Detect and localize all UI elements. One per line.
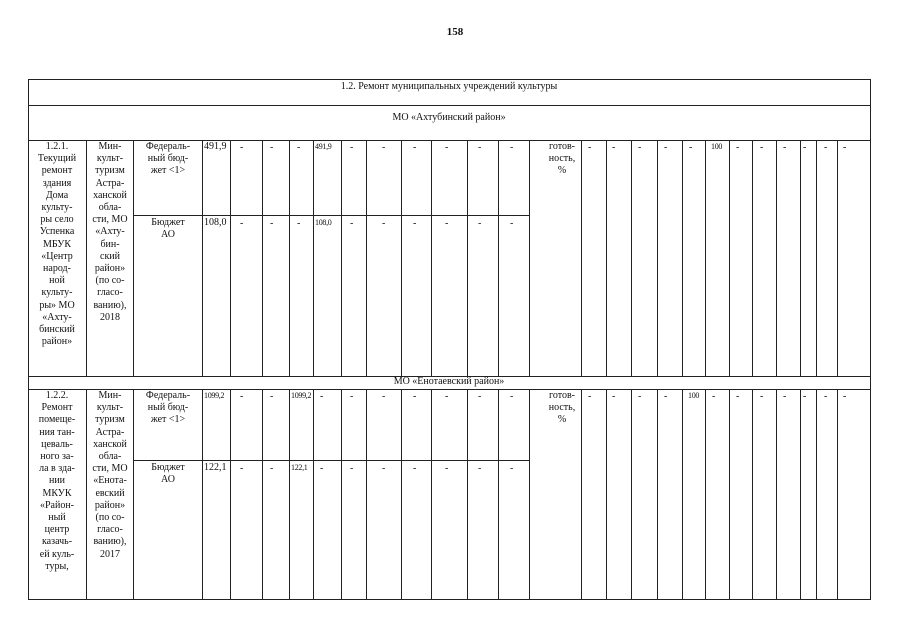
table-rule (202, 140, 203, 376)
empty-value-dash: - (783, 142, 787, 153)
table-rule (467, 389, 468, 599)
table-top-border (28, 79, 870, 80)
empty-value-dash: - (297, 142, 301, 153)
table-rule (800, 389, 801, 599)
table-rule (631, 140, 632, 376)
measure-name: ры село (40, 214, 74, 226)
table-rule (341, 140, 342, 376)
funding-source: АО (161, 474, 175, 486)
table-rule (606, 389, 607, 599)
empty-value-dash: - (478, 218, 482, 229)
table-rule (529, 140, 530, 376)
funding-year-value: 122,1 (291, 463, 308, 472)
empty-value-dash: - (478, 391, 482, 402)
empty-value-dash: - (382, 142, 386, 153)
table-rule (498, 389, 499, 599)
table-rule (776, 389, 777, 599)
funding-source: Федераль- (145, 390, 191, 401)
table-rule (581, 140, 582, 376)
empty-value-dash: - (413, 391, 417, 402)
table-rule (467, 140, 468, 376)
district-title: МО «Ахтубинский район» (392, 112, 506, 123)
table-rule (230, 389, 231, 599)
table-rule (366, 140, 367, 376)
executor: обла- (98, 202, 122, 213)
empty-value-dash: - (350, 142, 354, 153)
table-rule (230, 140, 231, 376)
measure-name: район» (41, 336, 73, 348)
empty-value-dash: - (320, 463, 324, 474)
measure-name: ла в зда- (39, 463, 75, 475)
table-rule (729, 140, 730, 376)
measure-name: культу- (41, 287, 73, 299)
table-rule (682, 140, 683, 376)
empty-value-dash: - (382, 391, 386, 402)
empty-value-dash: - (612, 142, 616, 153)
empty-value-dash: - (445, 218, 449, 229)
measure-name: 1.2.1. (45, 141, 69, 152)
measure-name: ры» МО (39, 299, 75, 311)
table-rule (606, 140, 607, 376)
measure-name: центр (44, 524, 70, 536)
empty-value-dash: - (510, 391, 514, 402)
empty-value-dash: - (760, 391, 764, 402)
table-rule (657, 389, 658, 599)
table-rule (431, 140, 432, 376)
executor: ханской (93, 438, 127, 450)
empty-value-dash: - (510, 463, 514, 474)
table-rule (289, 140, 290, 376)
table-right-border (870, 79, 871, 600)
funding-source: Бюджет (151, 462, 185, 473)
empty-value-dash: - (270, 463, 274, 474)
empty-value-dash: - (760, 142, 764, 153)
empty-value-dash: - (270, 218, 274, 229)
measure-name: культу- (41, 202, 73, 213)
empty-value-dash: - (588, 391, 592, 402)
empty-value-dash: - (445, 463, 449, 474)
table-rule (313, 140, 314, 376)
empty-value-dash: - (664, 391, 668, 402)
empty-value-dash: - (240, 463, 244, 474)
executor: Астра- (95, 177, 125, 189)
indicator-name: ность, (548, 402, 576, 414)
empty-value-dash: - (588, 142, 592, 153)
table-rule (776, 140, 777, 376)
executor: гласо- (97, 287, 123, 299)
table-rule (498, 140, 499, 376)
empty-value-dash: - (510, 142, 514, 153)
funding-source: ный бюд- (147, 153, 189, 165)
empty-value-dash: - (843, 142, 847, 153)
section-title: 1.2. Ремонт муниципальных учреждений культуры (340, 81, 558, 92)
empty-value-dash: - (382, 218, 386, 229)
executor: ский (100, 250, 120, 262)
measure-name: бинский (39, 324, 75, 335)
table-rule (401, 140, 402, 376)
measure-name: ного за- (40, 451, 74, 462)
district-title: МО «Енотаевский район» (393, 376, 505, 387)
measure-name: Ремонт (41, 402, 73, 414)
empty-value-dash: - (824, 142, 828, 153)
table-rule (682, 389, 683, 599)
table-rule (705, 389, 706, 599)
empty-value-dash: - (664, 142, 668, 153)
funding-total: 1099,2 (204, 391, 225, 400)
table-rule (816, 140, 817, 376)
executor: гласо- (97, 524, 123, 536)
title-divider (28, 105, 870, 106)
executor: Мин- (98, 390, 122, 401)
executor: культ- (96, 153, 124, 165)
empty-value-dash: - (824, 391, 828, 402)
funding-source: Бюджет (151, 217, 185, 228)
empty-value-dash: - (413, 463, 417, 474)
executor: ванию), (93, 299, 127, 311)
measure-name: ремонт (41, 165, 73, 177)
table-rule (729, 389, 730, 599)
funding-source: жет <1> (150, 414, 186, 426)
measure-name: МБУК (42, 238, 72, 250)
executor: «Ахту- (95, 226, 125, 238)
funding-row-divider (133, 215, 529, 216)
empty-value-dash: - (803, 391, 807, 402)
empty-value-dash: - (689, 142, 693, 153)
funding-year-value: 108,0 (315, 218, 332, 227)
funding-source: ный бюд- (147, 402, 189, 414)
executor: сти, МО (92, 463, 128, 475)
executor: ханской (93, 189, 127, 201)
indicator-name: готов- (548, 141, 575, 152)
funding-total: 108,0 (204, 217, 227, 228)
executor: туризм (95, 165, 125, 177)
table-rule (657, 140, 658, 376)
table-rule (837, 140, 838, 376)
table-rule (529, 389, 530, 599)
executor: район» (94, 499, 126, 511)
table-rule (816, 389, 817, 599)
measure-name: Дома (45, 189, 69, 201)
measure-name: «Ахту- (42, 311, 72, 323)
funding-row-divider (133, 460, 529, 461)
executor: 2017 (100, 548, 120, 560)
executor: «Енота- (93, 475, 127, 487)
measure-name: Текущий (37, 153, 77, 165)
empty-value-dash: - (240, 142, 244, 153)
table-rule (366, 389, 367, 599)
empty-value-dash: - (270, 142, 274, 153)
table-rule (202, 389, 203, 599)
funding-year-value: 1099,2 (291, 391, 312, 400)
empty-value-dash: - (413, 142, 417, 153)
funding-total: 491,9 (204, 141, 227, 152)
measure-name: здания (42, 177, 72, 189)
empty-value-dash: - (382, 463, 386, 474)
funding-year-value: 491,9 (315, 142, 332, 151)
empty-value-dash: - (783, 391, 787, 402)
executor: обла- (98, 451, 122, 462)
executor: 2018 (100, 311, 120, 323)
measure-name: ния тан- (39, 426, 75, 438)
table-rule (752, 140, 753, 376)
funding-source: Федераль- (145, 141, 191, 152)
measure-name: МКУК (42, 487, 72, 499)
empty-value-dash: - (803, 142, 807, 153)
empty-value-dash: - (843, 391, 847, 402)
executor: Мин- (98, 141, 122, 152)
measure-name: 1.2.2. (45, 390, 69, 401)
measure-name: ный (48, 512, 66, 523)
measure-name: Успенка (39, 226, 75, 238)
empty-value-dash: - (510, 218, 514, 229)
funding-source: жет <1> (150, 165, 186, 177)
executor: бин- (100, 238, 120, 250)
measure-name: ей куль- (39, 548, 75, 560)
empty-value-dash: - (612, 391, 616, 402)
table-rule (262, 389, 263, 599)
executor: ванию), (93, 536, 127, 548)
measure-name: помеще- (38, 414, 76, 426)
indicator-name: % (557, 165, 567, 177)
empty-value-dash: - (350, 391, 354, 402)
table-rule (837, 389, 838, 599)
funding-total: 122,1 (204, 462, 227, 473)
page-number: 158 (446, 26, 464, 38)
empty-value-dash: - (445, 142, 449, 153)
measure-name: нии (48, 475, 66, 487)
empty-value-dash: - (270, 391, 274, 402)
table-rule (705, 140, 706, 376)
empty-value-dash: - (320, 391, 324, 402)
empty-value-dash: - (736, 391, 740, 402)
table-rule (401, 389, 402, 599)
empty-value-dash: - (413, 218, 417, 229)
indicator-name: готов- (548, 390, 575, 401)
measure-name: казачь- (41, 536, 73, 548)
empty-value-dash: - (297, 218, 301, 229)
measure-name: «Район- (39, 499, 75, 511)
empty-value-dash: - (350, 463, 354, 474)
executor: туризм (95, 414, 125, 426)
empty-value-dash: - (638, 391, 642, 402)
measure-name: цеваль- (41, 438, 73, 450)
target-value: 100 (688, 391, 700, 400)
indicator-name: % (557, 414, 567, 426)
executor: (по со- (95, 512, 125, 523)
table-rule (581, 389, 582, 599)
executor: Астра- (95, 426, 125, 438)
measure-name: туры, (45, 560, 69, 572)
table-rule (262, 140, 263, 376)
table-rule (313, 389, 314, 599)
table-rule (752, 389, 753, 599)
table-bottom-border (28, 599, 870, 600)
executor: (по со- (95, 275, 125, 287)
measure-name: народ- (43, 263, 71, 274)
measure-name: «Центр (41, 250, 73, 262)
empty-value-dash: - (736, 142, 740, 153)
target-value: 100 (711, 142, 723, 151)
funding-source: АО (161, 229, 175, 241)
executor: район» (94, 263, 126, 274)
empty-value-dash: - (478, 142, 482, 153)
executor: культ- (96, 402, 124, 414)
table-rule (289, 389, 290, 599)
empty-value-dash: - (350, 218, 354, 229)
measure-name: ной (49, 275, 65, 287)
empty-value-dash: - (478, 463, 482, 474)
table-rule (631, 389, 632, 599)
table-rule (800, 140, 801, 376)
table-rule (341, 389, 342, 599)
empty-value-dash: - (638, 142, 642, 153)
empty-value-dash: - (712, 391, 716, 402)
empty-value-dash: - (445, 391, 449, 402)
table-rule (431, 389, 432, 599)
executor: евский (95, 487, 125, 499)
empty-value-dash: - (240, 391, 244, 402)
indicator-name: ность, (548, 153, 576, 165)
executor: сти, МО (92, 214, 128, 226)
empty-value-dash: - (240, 218, 244, 229)
